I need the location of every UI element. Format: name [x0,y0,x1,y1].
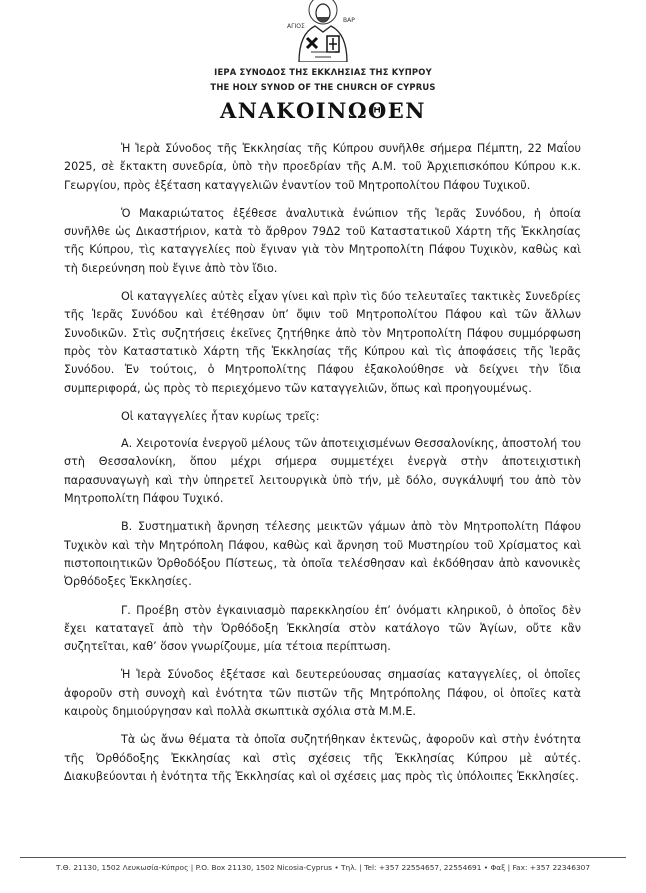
organization-name-greek: ΙΕΡΑ ΣΥΝΟΔΟΣ ΤΗΣ ΕΚΚΛΗΣΙΑΣ ΤΗΣ ΚΥΠΡΟΥ [214,67,432,77]
paragraph-complaints-intro: Οἱ καταγγελίες ἦταν κυρίως τρεῖς: [121,409,320,423]
footer-divider [20,857,626,858]
paragraph-intro: Ἡ Ἱερὰ Σύνοδος τῆς Ἐκκλησίας τῆς Κύπρου συνῆλθε σήμερα Πέμπτη, 22 Μαΐου 2025, σὲ ἔκτακτη συνεδρία, ὑπὸ τὴν προεδρίαν τῆς Α.Μ. τοῦ Ἀρχιεπισκόπου Κύπρου κ.κ. Γεωργίου, πρὸς ἐξέταση καταγγελιῶν ἐναντίον τοῦ Μητροπολίτου Πάφου Τυχικοῦ. [64,142,581,192]
paragraph-exposition: Ὁ Μακαριώτατος ἐξέθεσε ἀναλυτικὰ ἐνώπιον τῆς Ἱερᾶς Συνόδου, ἡ ὁποία συνῆλθε ὡς Δικαστήριον, κατὰ τὸ ἄρθρον 79Δ2 τοῦ Καταστατικοῦ Χάρτη τῆς Ἐκκλησίας τῆς Κύπρου, τὶς καταγγελίες ποὺ ἔγιναν γιὰ τὸν Μητροπολίτη Πάφου Τυχικὸν, καθὼς καὶ τὴ διερεύνηση ποὺ ἔγινε ἀπὸ τὸν ἴδιο. [64,206,581,275]
complaint-a: Α. Χειροτονία ἐνεργοῦ μέλους τῶν ἀποτειχισμένων Θεσσαλονίκης, ἀποστολή του στὴ Θεσσαλονίκη, ὅπου μέχρι σήμερα συμμετέχει ἐνεργὰ στὴν ἀποτειχιστικὴ παρασυναγωγὴ καὶ τὴν ὑπηρετεῖ λειτουργικὰ ὑπὸ τήν, μὲ δόλο, συγκάλυψή του ἀπὸ τὸν Μητροπολίτη Πάφου Τυχικό. [64,437,581,506]
paragraph-secondary-complaints: Ἡ Ἱερὰ Σύνοδος ἐξέτασε καὶ δευτερεύουσας σημασίας καταγγελίες, οἱ ὁποῖες ἀφοροῦν στὴ συνοχὴ καὶ ἑνότητα τῶν πιστῶν τῆς Μητρόπολης Πάφου, οἱ ὁποῖες κατὰ καιροὺς δημιούργησαν καὶ πολλὰ σκωπτικὰ σχόλια στὰ Μ.Μ.Ε. [64,668,581,719]
svg-text:ΒΑΡ: ΒΑΡ [343,17,355,24]
paragraph-conclusion: Τὰ ὡς ἄνω θέματα τὰ ὁποῖα συζητήθηκαν ἐκτενῶς, ἀφοροῦν καὶ στὴν ἑνότητα τῆς Ὀρθόδοξης Ἐκκλησίας καὶ στὶς σχέσεις τῆς Ἐκκλησίας Κύπρου μὲ αὐτές. Διακυβεύονται ἡ ἑνότητα τῆς Ἐκκλησίας καὶ οἱ σχέσεις μας πρὸς τὶς ὑπόλοιπες Ἐκκλησίες. [64,733,581,783]
saint-icon [285,0,361,62]
complaint-b: Β. Συστηματικὴ ἄρνηση τέλεσης μεικτῶν γάμων ἀπὸ τὸν Μητροπολίτη Πάφου Τυχικὸν καὶ τὴν Μητρόπολη Πάφου, καθὼς καὶ ἄρνηση τοῦ Μυστηρίου τοῦ Χρίσματος καὶ πιστοποιητικῶν Ὀρθοδόξου Πίστεως, τὰ ὁποῖα τελέσθησαν καὶ ἐκδόθησαν ἀπὸ κανονικὲς Ὀρθόδοξες Ἐκκλησίες. [64,520,581,589]
document-title: ΑΝΑΚΟΙΝΩΘΕΝ [219,98,427,123]
announcement-body [64,140,581,796]
organization-name-english: THE HOLY SYNOD OF THE CHURCH OF CYPRUS [210,82,436,92]
footer-contact: Τ.Θ. 21130, 1502 Λευκωσία-Κύπρος | P.O. Box 21130, 1502 Nicosia-Cyprus • Τηλ. | Tel: +357 22554657, 22554691 • Φαξ | Fax: +357 22346307 [55,863,591,872]
complaint-c: Γ. Προέβη στὸν ἐγκαινιασμὸ παρεκκλησίου ἐπ’ ὀνόματι κληρικοῦ, ὁ ὁποῖος δὲν ἔχει καταταγεῖ ἀπὸ τὴν Ὀρθόδοξη Ἐκκλησία στὸν κατάλογο τῶν Ἁγίων, οὔτε κἂν συζητεῖται, καθ’ ὅσον γνωρίζουμε, μία τέτοια περίπτωση. [64,603,581,654]
paragraph-background: Οἱ καταγγελίες αὐτὲς εἶχαν γίνει καὶ πρὶν τὶς δύο τελευταῖες τακτικὲς Συνεδρίες τῆς Ἱερᾶς Συνόδου καὶ ἐτέθησαν ὑπ’ ὄψιν τοῦ Μητροπολίτου Πάφου καὶ τῶν ἄλλων Συνοδικῶν. Στὶς συζητήσεις ἐκεῖνες ζητήθηκε ἀπὸ τὸν Μητροπολίτη Πάφου συμμόρφωση πρὸς τὸν Καταστατικὸ Χάρτη τῆς Ἐκκλησίας τῆς Κύπρου καὶ τὶς ἀποφάσεις τῆς Ἱερᾶς Συνόδου. Ἐν τούτοις, ὁ Μητροπολίτης Πάφου ἐξακολούθησε νὰ δείχνει τὴν ἴδια συμπεριφορά, ὡς πρὸς τὸ περιεχόμενο τῶν καταγγελιῶν, ὅπως καὶ προηγουμένως. [64,290,581,395]
svg-text:ΑΓΙΟΣ: ΑΓΙΟΣ [287,23,305,30]
